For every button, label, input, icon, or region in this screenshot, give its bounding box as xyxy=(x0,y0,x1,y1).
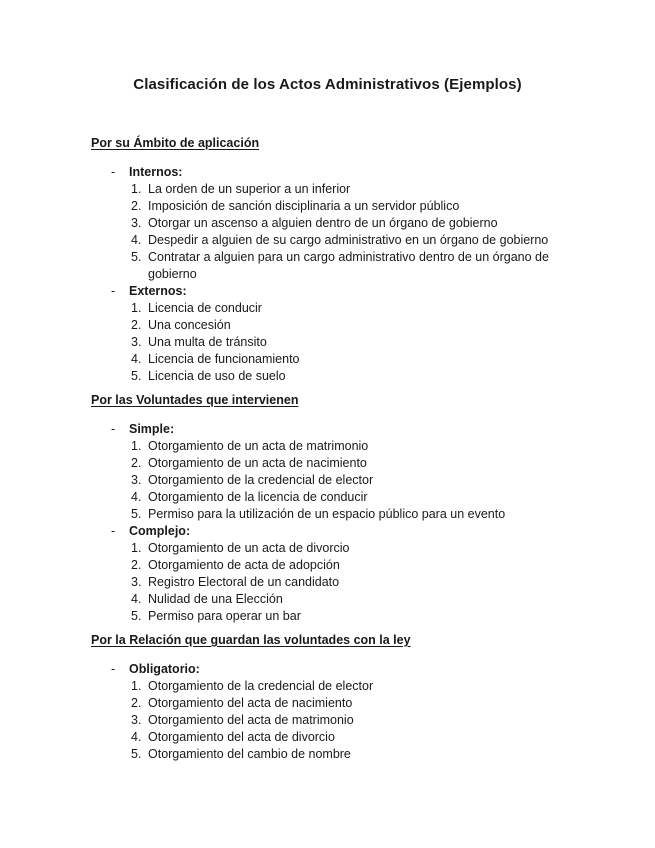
bullet-dash: - xyxy=(111,284,116,298)
group-label: Externos: xyxy=(129,284,187,298)
section-heading: Por las Voluntades que intervienen xyxy=(91,393,299,407)
list-item: 5. Contratar a alguien para un cargo administrativo dentro de un órgano de gobierno xyxy=(131,250,549,281)
list-item: 2. Una concesión xyxy=(131,318,231,332)
list-item-text: Otorgamiento de la credencial de elector xyxy=(148,679,374,693)
list-item-text: Contratar a alguien para un cargo administrativo dentro de un órgano de gobierno xyxy=(148,250,549,281)
list-item-text: Otorgamiento de un acta de nacimiento xyxy=(148,456,367,470)
list-item: 2. Otorgamiento de un acta de nacimiento xyxy=(131,456,367,470)
list-item-text: Imposición de sanción disciplinaria a un servidor público xyxy=(148,199,460,213)
list-item: 1. Licencia de conducir xyxy=(131,301,262,315)
list-item: 4. Otorgamiento de la licencia de conducir xyxy=(131,490,368,504)
bullet-dash: - xyxy=(111,422,116,436)
list-item: 4. Despedir a alguien de su cargo administrativo en un órgano de gobierno xyxy=(131,233,549,247)
group-header-obligatorio xyxy=(91,661,571,678)
list-item: 2. Imposición de sanción disciplinaria a un servidor público xyxy=(131,199,460,213)
group-header-complejo xyxy=(91,523,571,540)
document-body xyxy=(91,135,571,770)
list-item-text: Licencia de uso de suelo xyxy=(148,369,286,383)
list-item-text: La orden de un superior a un inferior xyxy=(148,182,351,196)
group-label: Internos: xyxy=(129,165,183,179)
list-item-text: Registro Electoral de un candidato xyxy=(148,575,340,589)
list-item-text: Otorgamiento de acta de adopción xyxy=(148,558,340,572)
list-item: 5. Permiso para operar un bar xyxy=(131,609,301,623)
section-voluntades xyxy=(91,392,571,625)
section-heading: Por la Relación que guardan las voluntades con la ley xyxy=(91,633,411,647)
list-item-text: Permiso para operar un bar xyxy=(148,609,301,623)
group-label: Obligatorio: xyxy=(129,662,200,676)
list-item: 4. Nulidad de una Elección xyxy=(131,592,283,606)
list-item-text: Otorgamiento de un acta de matrimonio xyxy=(148,439,369,453)
list-item: 5. Otorgamiento del cambio de nombre xyxy=(131,747,351,761)
list-item: 3. Registro Electoral de un candidato xyxy=(131,575,340,589)
list-item-text: Otorgamiento del acta de matrimonio xyxy=(148,713,354,727)
section-relacion xyxy=(91,632,571,763)
section-ambito xyxy=(91,135,571,385)
list-item-text: Una multa de tránsito xyxy=(148,335,267,349)
list-item-text: Otorgar un ascenso a alguien dentro de un órgano de gobierno xyxy=(148,216,498,230)
group-header-externos xyxy=(91,283,571,300)
numbered-list-simple xyxy=(91,438,571,523)
list-item-text: Otorgamiento de la credencial de elector xyxy=(148,473,374,487)
numbered-list-complejo xyxy=(91,540,571,625)
list-item: 3. Una multa de tránsito xyxy=(131,335,267,349)
bullet-dash: - xyxy=(111,524,116,538)
list-item: 1. Otorgamiento de un acta de divorcio xyxy=(131,541,350,555)
bullet-dash: - xyxy=(111,662,116,676)
list-item: 5. Permiso para la utilización de un espacio público para un evento xyxy=(131,507,506,521)
list-item: 3. Otorgamiento de la credencial de elector xyxy=(131,473,374,487)
list-item: 1. Otorgamiento de la credencial de elector xyxy=(131,679,374,693)
numbered-list-externos xyxy=(91,300,571,385)
section-heading: Por su Ámbito de aplicación xyxy=(91,136,260,150)
list-item: 2. Otorgamiento de acta de adopción xyxy=(131,558,340,572)
list-item: 4. Licencia de funcionamiento xyxy=(131,352,300,366)
list-item: 1. La orden de un superior a un inferior xyxy=(131,182,351,196)
group-header-internos xyxy=(91,164,571,181)
list-item-text: Licencia de funcionamiento xyxy=(148,352,300,366)
list-item: 3. Otorgar un ascenso a alguien dentro de un órgano de gobierno xyxy=(131,216,498,230)
list-item-text: Otorgamiento de un acta de divorcio xyxy=(148,541,350,555)
list-item-text: Otorgamiento del acta de nacimiento xyxy=(148,696,353,710)
list-item-text: Otorgamiento de la licencia de conducir xyxy=(148,490,368,504)
list-item-text: Licencia de conducir xyxy=(148,301,262,315)
list-item-text: Nulidad de una Elección xyxy=(148,592,283,606)
list-item: 1. Otorgamiento de un acta de matrimonio xyxy=(131,439,369,453)
list-item-text: Otorgamiento del cambio de nombre xyxy=(148,747,351,761)
group-label: Simple: xyxy=(129,422,175,436)
list-item: 4. Otorgamiento del acta de divorcio xyxy=(131,730,335,744)
list-item: 5. Licencia de uso de suelo xyxy=(131,369,286,383)
list-item-text: Otorgamiento del acta de divorcio xyxy=(148,730,335,744)
list-item: 2. Otorgamiento del acta de nacimiento xyxy=(131,696,353,710)
group-label: Complejo: xyxy=(129,524,191,538)
document-title: Clasificación de los Actos Administrativos (Ejemplos) xyxy=(133,76,522,93)
list-item-text: Una concesión xyxy=(148,318,231,332)
bullet-dash: - xyxy=(111,165,116,179)
list-item-text: Despedir a alguien de su cargo administrativo en un órgano de gobierno xyxy=(148,233,549,247)
list-item-text: Permiso para la utilización de un espacio público para un evento xyxy=(148,507,506,521)
numbered-list-internos xyxy=(91,181,571,283)
list-item: 3. Otorgamiento del acta de matrimonio xyxy=(131,713,354,727)
numbered-list-obligatorio xyxy=(91,678,571,763)
group-header-simple xyxy=(91,421,571,438)
